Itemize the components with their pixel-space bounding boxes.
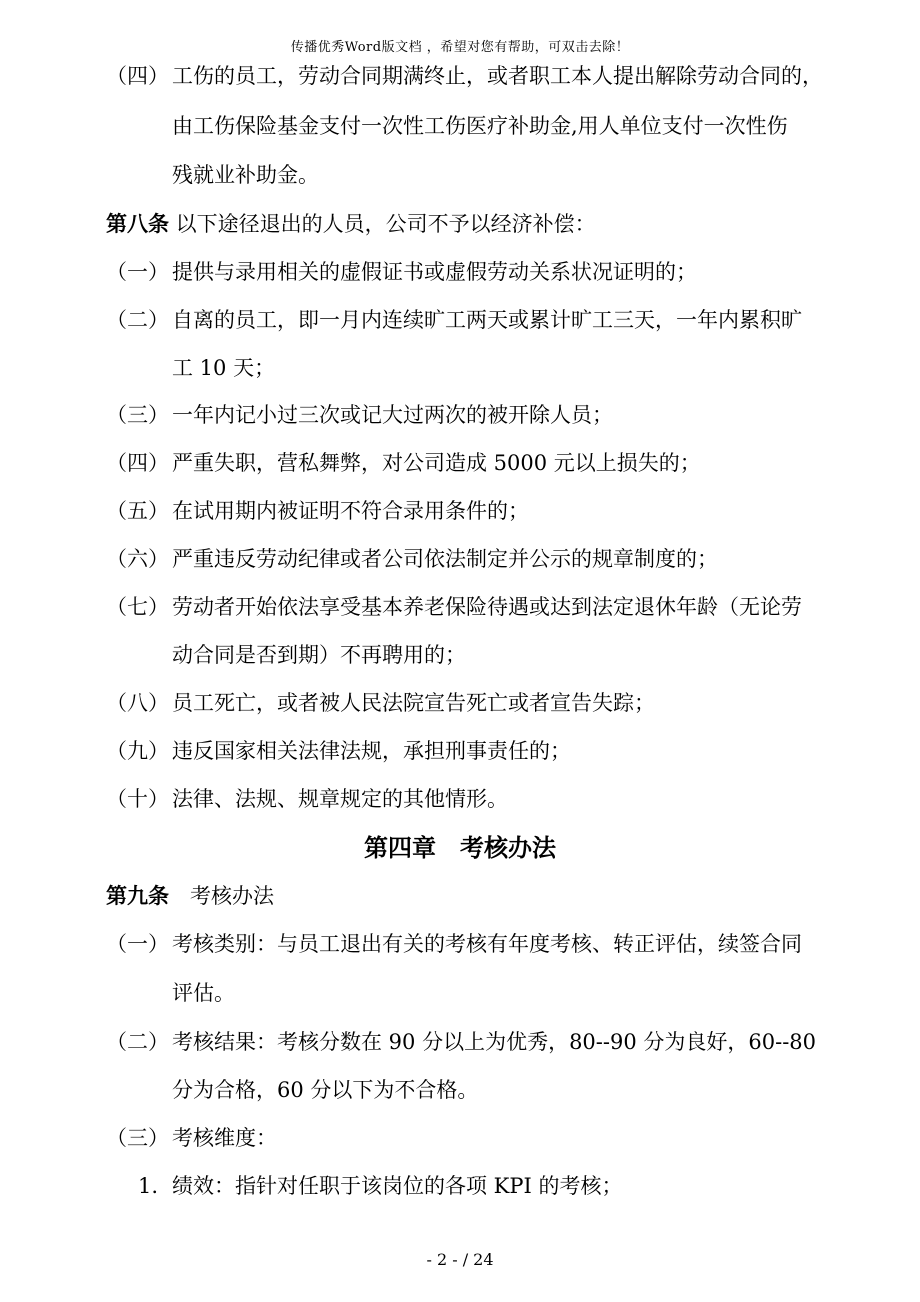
page-header-note: 传播优秀Word版文档 ，希望对您有帮助，可双击去除！ [290,40,630,55]
page-number: - 2 - / 24 [426,1250,494,1269]
item-text: 自离的员工，即一月内连续旷工两天或累计旷工三天，一年内累积旷 [172,308,802,332]
continuation-line: 工 10 天； [172,356,276,380]
continuation-line: 动合同是否到期）不再聘用的； [172,643,466,667]
article-heading [106,882,274,910]
list-item [106,689,655,717]
item-marker: （八） [106,691,169,715]
continuation-line: 由工伤保险基金支付一次性工伤医疗补助金,用人单位支付一次性伤 [172,114,788,138]
article-text: 以下途径退出的人员，公司不予以经济补偿： [169,212,596,236]
list-item [106,1028,816,1056]
item-text: 在试用期内被证明不符合录用条件的； [172,499,529,523]
list-item [106,930,802,958]
item-marker: （一） [106,260,169,284]
list-item [106,258,697,286]
item-marker: （三） [106,403,169,427]
list-item [106,306,802,334]
list-item [106,62,823,90]
item-text: 一年内记小过三次或记大过两次的被开除人员； [172,403,613,427]
continuation-line: 残就业补助金。 [172,163,319,187]
item-marker: （二） [106,1030,169,1054]
list-item [106,1124,277,1152]
item-marker: （三） [106,1126,169,1150]
item-marker: （六） [106,547,169,571]
item-text: 考核结果：考核分数在 90 分以上为优秀，80--90 分为良好，60--80 [172,1030,817,1054]
item-marker: （九） [106,739,169,763]
item-marker: 1. [138,1174,159,1198]
item-text: 严重失职，营私舞弊，对公司造成 5000 元以上损失的； [172,451,701,475]
list-item [138,1172,622,1200]
item-marker: （四） [106,451,169,475]
article-text: 考核办法 [169,884,274,908]
item-marker: （七） [106,595,169,619]
chapter-heading: 第四章 考核办法 [364,834,556,862]
continuation-line: 评估。 [172,981,235,1005]
item-text: 考核类别：与员工退出有关的考核有年度考核、转正评估，续签合同 [172,932,802,956]
item-marker: （五） [106,499,169,523]
list-item [106,785,508,813]
item-marker: （一） [106,932,169,956]
item-marker: （四） [106,64,169,88]
list-item [106,545,718,573]
item-text: 严重违反劳动纪律或者公司依法制定并公示的规章制度的； [172,547,718,571]
item-marker: （十） [106,787,169,811]
list-item [106,593,802,621]
article-title: 第八条 [106,212,169,236]
list-item [106,737,571,765]
list-item [106,449,701,477]
item-text: 劳动者开始依法享受基本养老保险待遇或达到法定退休年龄（无论劳 [172,595,802,619]
item-text: 工伤的员工，劳动合同期满终止，或者职工本人提出解除劳动合同的， [172,64,823,88]
list-item [106,497,529,525]
item-text: 提供与录用相关的虚假证书或虚假劳动关系状况证明的； [172,260,697,284]
item-marker: （二） [106,308,169,332]
list-item [106,401,613,429]
item-text: 法律、法规、规章规定的其他情形。 [172,787,508,811]
item-text: 绩效：指针对任职于该岗位的各项 KPI 的考核； [172,1174,623,1198]
continuation-line: 分为合格，60 分以下为不合格。 [172,1078,479,1102]
item-text: 员工死亡，或者被人民法院宣告死亡或者宣告失踪； [172,691,655,715]
item-text: 考核维度： [172,1126,277,1150]
item-text: 违反国家相关法律法规，承担刑事责任的； [172,739,571,763]
article-title: 第九条 [106,884,169,908]
article-heading [106,210,596,238]
